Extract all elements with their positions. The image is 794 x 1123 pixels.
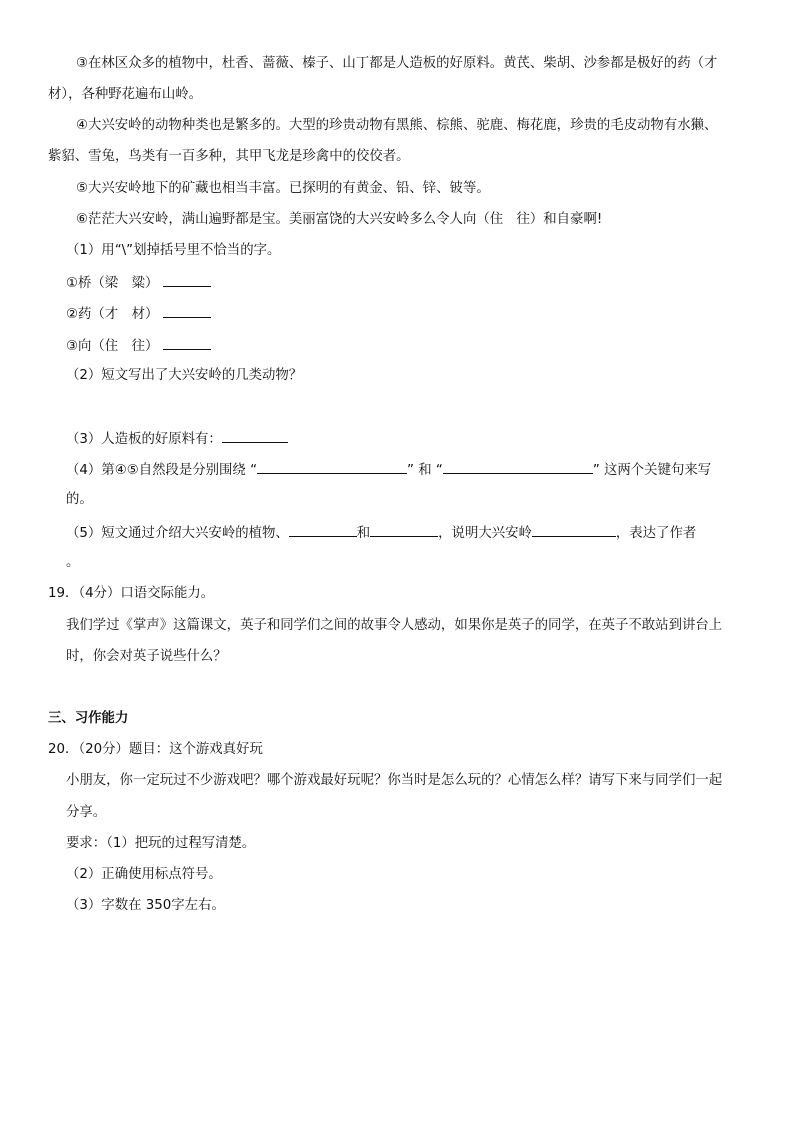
- answer-blank[interactable]: [163, 304, 211, 318]
- question-5-text-and: 和: [356, 526, 371, 541]
- question-20-title: 20．（20分）题目：这个游戏真好玩: [48, 742, 263, 757]
- question-3: [66, 429, 288, 449]
- question-5-text-end: ，表达了作者: [615, 526, 697, 541]
- passage-paragraph-5: ⑤大兴安岭地下的矿藏也相当丰富。已探明的有黄金、铅、锌、铍等。: [76, 181, 490, 196]
- question-1a: [66, 273, 211, 293]
- question-5-text-middle: ，说明大兴安岭: [438, 526, 532, 541]
- answer-blank[interactable]: [443, 460, 593, 474]
- question-19-line-2: 时，你会对英子说些什么？: [66, 649, 227, 664]
- question-5-line-2: 。: [66, 555, 80, 570]
- question-1b-text: ②药（才 材）: [66, 307, 159, 322]
- question-4: [66, 460, 711, 480]
- answer-blank[interactable]: [257, 460, 407, 474]
- question-20-line-1: 小朋友，你一定玩过不少游戏吧？哪个游戏最好玩呢？你当时是怎么玩的？心情怎么样？请写下来与同学们一起: [66, 773, 723, 788]
- answer-blank[interactable]: [289, 523, 357, 537]
- answer-blank[interactable]: [163, 336, 211, 350]
- question-1b: [66, 304, 211, 324]
- question-19-line-1: 我们学过《掌声》这篇课文，英子和同学们之间的故事令人感动，如果你是英子的同学，在英子不敢站到讲台上: [66, 618, 723, 633]
- question-5-text-start: （5）短文通过介绍大兴安岭的植物、: [66, 526, 289, 541]
- question-2-prompt: （2）短文写出了大兴安岭的几类动物？: [66, 368, 303, 383]
- passage-paragraph-6: ⑥茫茫大兴安岭，满山遍野都是宝。美丽富饶的大兴安岭多么令人向（住 往）和自豪啊!: [76, 212, 603, 227]
- question-4-text-end: ” 这两个关键句来写: [592, 463, 712, 478]
- question-19-title: 19．（4分）口语交际能力。: [48, 586, 215, 601]
- question-20-line-2: 分享。: [66, 805, 107, 820]
- passage-paragraph-4-line-2: 紫貂、雪兔，鸟类有一百多种，其甲飞龙是珍禽中的佼佼者。: [48, 149, 410, 164]
- section-3-heading: 三、习作能力: [48, 711, 129, 726]
- question-4-text-start: （4）第④⑤自然段是分别围绕 “: [66, 463, 258, 478]
- answer-blank[interactable]: [222, 429, 288, 443]
- answer-blank[interactable]: [370, 523, 438, 537]
- answer-blank[interactable]: [163, 273, 211, 287]
- passage-paragraph-4-line-1: ④大兴安岭的动物种类也是繁多的。大型的珍贵动物有黑熊、棕熊、驼鹿、梅花鹿，珍贵的毛皮动物有水獭、: [76, 118, 718, 133]
- question-1a-text: ①桥（梁 粱）: [66, 276, 159, 291]
- question-5: [66, 523, 696, 543]
- question-4-text-middle: ” 和 “: [407, 463, 443, 478]
- passage-paragraph-3-line-2: 材），各种野花遍布山岭。: [48, 87, 202, 102]
- answer-blank[interactable]: [532, 523, 616, 537]
- question-1-prompt: （1）用“\”划掉括号里不恰当的字。: [66, 243, 281, 258]
- question-20-requirement-3: （3）字数在 350字左右。: [66, 898, 225, 913]
- question-3-text: （3）人造板的好原料有：: [66, 432, 222, 447]
- passage-paragraph-3-line-1: ③在林区众多的植物中，杜香、蔷薇、榛子、山丁都是人造板的好原料。黄芪、柴胡、沙参都是极好的药（才: [76, 56, 718, 71]
- question-4-line-2: 的。: [66, 492, 93, 507]
- question-20-requirement-1: 要求：（1）把玩的过程写清楚。: [66, 836, 256, 851]
- question-20-requirement-2: （2）正确使用标点符号。: [66, 867, 222, 882]
- question-1c: [66, 336, 211, 356]
- question-1c-text: ③向（住 往）: [66, 339, 159, 354]
